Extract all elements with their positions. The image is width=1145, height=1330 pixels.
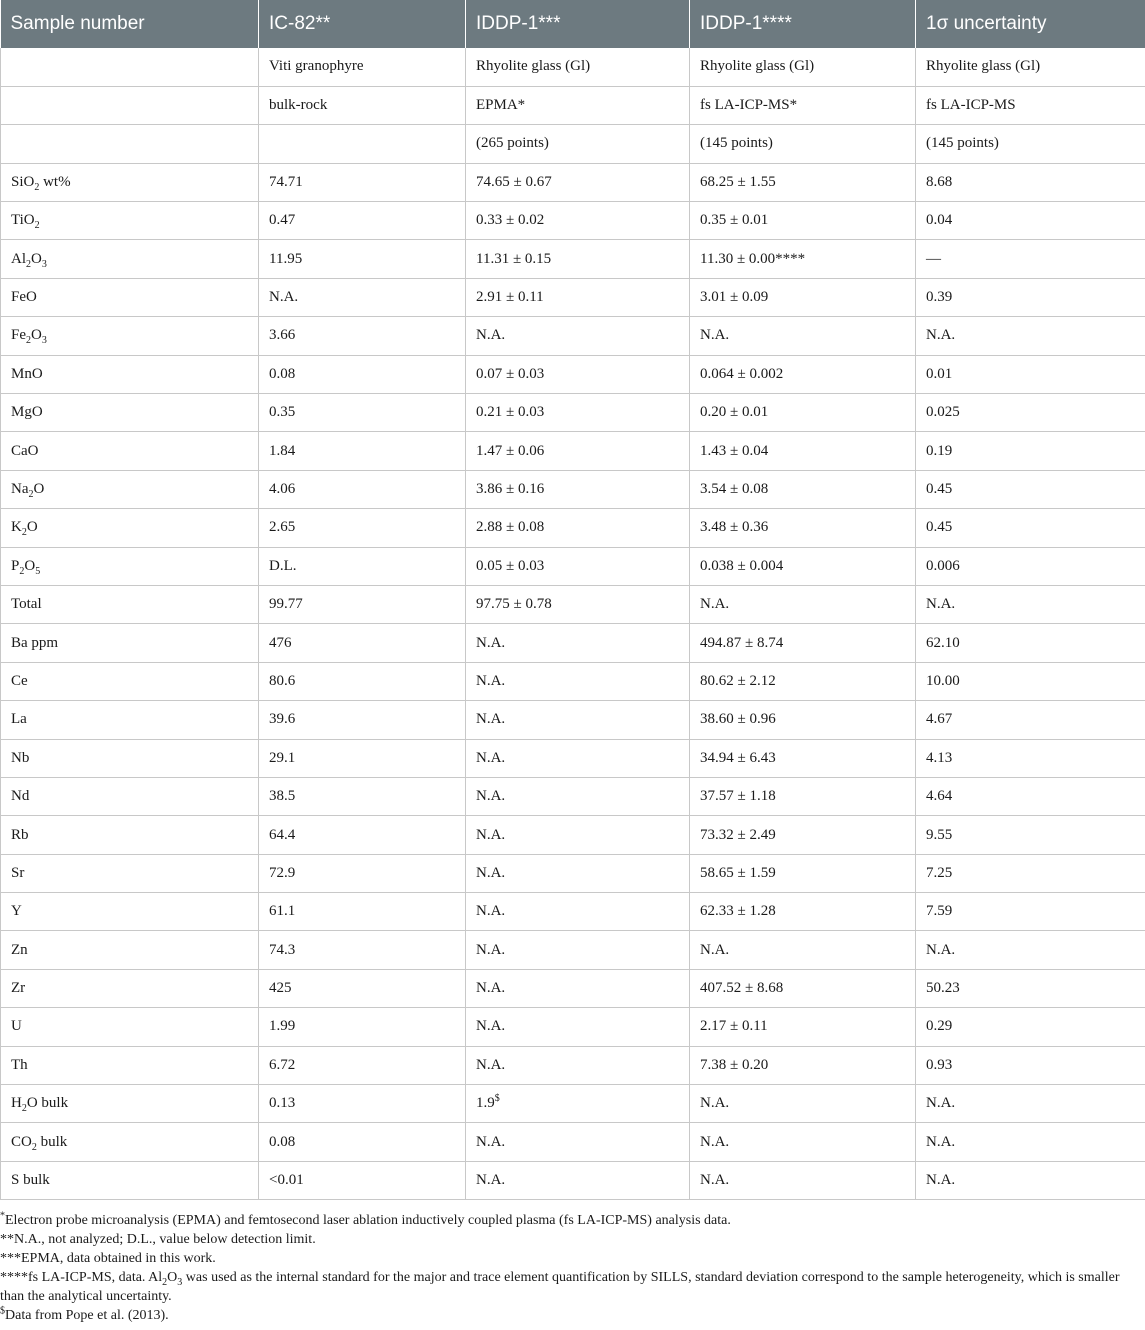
table-cell: 0.21 ± 0.03 xyxy=(466,394,690,432)
table-cell: 0.45 xyxy=(916,509,1145,547)
table-cell: — xyxy=(916,240,1145,278)
table-cell: N.A. xyxy=(466,739,690,777)
table-cell: N.A. xyxy=(466,662,690,700)
table-cell: 425 xyxy=(259,969,466,1007)
description-row xyxy=(1,125,1145,163)
row-label: $K_2O$ xyxy=(1,509,259,547)
row-label: $Al_2O_3$ xyxy=(1,240,259,278)
table-cell: 74.65 ± 0.67 xyxy=(466,163,690,201)
table-cell: 29.1 xyxy=(259,739,466,777)
table-cell: 0.45 xyxy=(916,470,1145,508)
table-cell: 74.3 xyxy=(259,931,466,969)
table-row xyxy=(1,777,1145,815)
table-cell: 0.07 ± 0.03 xyxy=(466,355,690,393)
table-cell: bulk-rock xyxy=(259,86,466,124)
table-cell: fs LA-ICP-MS* xyxy=(690,86,916,124)
row-label: FeO xyxy=(1,278,259,316)
table-cell: N.A. xyxy=(916,1085,1145,1123)
row-label: La xyxy=(1,701,259,739)
table-cell: N.A. xyxy=(916,317,1145,355)
table-row xyxy=(1,202,1145,240)
table-cell: N.A. xyxy=(690,931,916,969)
footnote-4: ****fs LA-ICP-MS, data. $Al_2O_3$ was used as the internal standard for the major and trace element quantification by SILLS, standard deviation correspond to the sample heterogeneity, which is smaller than the analytical uncertainty. xyxy=(0,1270,1120,1304)
description-row xyxy=(1,48,1145,86)
table-cell: (145 points) xyxy=(916,125,1145,163)
table-row xyxy=(1,585,1145,623)
table-cell: fs LA-ICP-MS xyxy=(916,86,1145,124)
table-cell: 0.038 ± 0.004 xyxy=(690,547,916,585)
header-uncertainty: 1σ uncertainty xyxy=(916,0,1145,48)
row-label: Nd xyxy=(1,777,259,815)
footnote-2: **N.A., not analyzed; D.L., value below detection limit. xyxy=(0,1232,316,1247)
table-cell: 0.025 xyxy=(916,394,1145,432)
table-cell: 0.13 xyxy=(259,1085,466,1123)
table-cell: EPMA* xyxy=(466,86,690,124)
row-label: $Fe_2O_3$ xyxy=(1,317,259,355)
table-cell: N.A. xyxy=(466,701,690,739)
table-row xyxy=(1,624,1145,662)
table-cell: 0.20 ± 0.01 xyxy=(690,394,916,432)
table-cell: 3.54 ± 0.08 xyxy=(690,470,916,508)
table-cell: 3.86 ± 0.16 xyxy=(466,470,690,508)
table-cell: N.A. xyxy=(466,1046,690,1084)
row-label: CaO xyxy=(1,432,259,470)
table-cell: 3.66 xyxy=(259,317,466,355)
header-row xyxy=(1,0,1145,48)
table-cell: N.A. xyxy=(466,1161,690,1199)
table-row xyxy=(1,1161,1145,1199)
table-cell: 74.71 xyxy=(259,163,466,201)
table-cell: 476 xyxy=(259,624,466,662)
table-cell: 1.84 xyxy=(259,432,466,470)
table-cell: 0.04 xyxy=(916,202,1145,240)
table-cell: 4.06 xyxy=(259,470,466,508)
table-cell: 58.65 ± 1.59 xyxy=(690,854,916,892)
table-cell: 0.39 xyxy=(916,278,1145,316)
header-iddp1-laicpms: IDDP-1**** xyxy=(690,0,916,48)
table-cell: N.A. xyxy=(466,816,690,854)
description-row xyxy=(1,86,1145,124)
footnote-1: *Electron probe microanalysis (EPMA) and femtosecond laser ablation inductively coupled plasma (fs LA-ICP-MS) analysis data. xyxy=(0,1210,731,1228)
footnote-3: ***EPMA, data obtained in this work. xyxy=(0,1251,216,1266)
table-cell: Rhyolite glass (Gl) xyxy=(916,48,1145,86)
table-cell: 11.31 ± 0.15 xyxy=(466,240,690,278)
table-cell: 3.48 ± 0.36 xyxy=(690,509,916,547)
row-label: Total xyxy=(1,585,259,623)
table-cell: 6.72 xyxy=(259,1046,466,1084)
table-cell: 72.9 xyxy=(259,854,466,892)
table-cell: 97.75 ± 0.78 xyxy=(466,585,690,623)
row-label: S bulk xyxy=(1,1161,259,1199)
table-cell: 4.13 xyxy=(916,739,1145,777)
table-cell: N.A. xyxy=(916,1161,1145,1199)
row-label xyxy=(1,48,259,86)
table-row xyxy=(1,1046,1145,1084)
table-cell: 62.33 ± 1.28 xyxy=(690,893,916,931)
table-cell: 9.55 xyxy=(916,816,1145,854)
row-label: MgO xyxy=(1,394,259,432)
footnotes xyxy=(0,1211,1125,1325)
row-label: Zn xyxy=(1,931,259,969)
table-cell: N.A. xyxy=(690,585,916,623)
table-cell: 2.88 ± 0.08 xyxy=(466,509,690,547)
table-cell: 0.064 ± 0.002 xyxy=(690,355,916,393)
footnote-5: $Data from Pope et al. (2013). xyxy=(0,1305,169,1323)
table-cell: 10.00 xyxy=(916,662,1145,700)
table-cell: 0.05 ± 0.03 xyxy=(466,547,690,585)
table-cell: N.A. xyxy=(466,854,690,892)
table-row xyxy=(1,355,1145,393)
table-cell: 0.93 xyxy=(916,1046,1145,1084)
header-sample-number: Sample number xyxy=(1,0,259,48)
row-label: Rb xyxy=(1,816,259,854)
table-cell: 80.6 xyxy=(259,662,466,700)
table-cell: 1.9$ xyxy=(466,1085,690,1123)
table-cell: 1.43 ± 0.04 xyxy=(690,432,916,470)
table-cell: N.A. xyxy=(916,1123,1145,1161)
header-iddp1-epma: IDDP-1*** xyxy=(466,0,690,48)
table-cell: Rhyolite glass (Gl) xyxy=(466,48,690,86)
table-cell: 11.95 xyxy=(259,240,466,278)
table-cell: N.A. xyxy=(466,1008,690,1046)
table-body xyxy=(1,48,1145,1200)
table-cell: N.A. xyxy=(916,931,1145,969)
table-cell: 62.10 xyxy=(916,624,1145,662)
table-cell: 2.17 ± 0.11 xyxy=(690,1008,916,1046)
table-cell: 7.38 ± 0.20 xyxy=(690,1046,916,1084)
table-cell: D.L. xyxy=(259,547,466,585)
table-row xyxy=(1,470,1145,508)
row-label: $Na_2O$ xyxy=(1,470,259,508)
table-cell: <0.01 xyxy=(259,1161,466,1199)
table-cell: 38.60 ± 0.96 xyxy=(690,701,916,739)
table-cell: N.A. xyxy=(466,777,690,815)
row-label xyxy=(1,86,259,124)
table-cell: (145 points) xyxy=(690,125,916,163)
row-label: Nb xyxy=(1,739,259,777)
table-cell: 11.30 ± 0.00**** xyxy=(690,240,916,278)
table-cell: 0.01 xyxy=(916,355,1145,393)
table-cell: N.A. xyxy=(466,893,690,931)
table-row xyxy=(1,1085,1145,1123)
table-cell: 494.87 ± 8.74 xyxy=(690,624,916,662)
row-label: Th xyxy=(1,1046,259,1084)
row-label: Y xyxy=(1,893,259,931)
table-cell: 0.006 xyxy=(916,547,1145,585)
header-ic82: IC-82** xyxy=(259,0,466,48)
table-cell: 0.08 xyxy=(259,1123,466,1161)
table-row xyxy=(1,240,1145,278)
row-label: Zr xyxy=(1,969,259,1007)
table-cell: N.A. xyxy=(259,278,466,316)
row-label xyxy=(1,125,259,163)
table-cell: N.A. xyxy=(466,624,690,662)
table-row xyxy=(1,1008,1145,1046)
table-row xyxy=(1,394,1145,432)
table-cell: 64.4 xyxy=(259,816,466,854)
table-row xyxy=(1,893,1145,931)
table-cell: 61.1 xyxy=(259,893,466,931)
table-cell: 2.65 xyxy=(259,509,466,547)
table-row xyxy=(1,1123,1145,1161)
table-cell: 0.33 ± 0.02 xyxy=(466,202,690,240)
table-cell: 7.25 xyxy=(916,854,1145,892)
table-cell: 4.67 xyxy=(916,701,1145,739)
table-cell: N.A. xyxy=(690,1085,916,1123)
table-cell: 80.62 ± 2.12 xyxy=(690,662,916,700)
table-cell: 407.52 ± 8.68 xyxy=(690,969,916,1007)
row-label: Ce xyxy=(1,662,259,700)
table-cell xyxy=(259,125,466,163)
table-cell: 0.35 ± 0.01 xyxy=(690,202,916,240)
table-cell: N.A. xyxy=(690,317,916,355)
table-cell: 68.25 ± 1.55 xyxy=(690,163,916,201)
table-cell: Rhyolite glass (Gl) xyxy=(690,48,916,86)
row-label: $H_2O$ bulk xyxy=(1,1085,259,1123)
table-cell: 0.29 xyxy=(916,1008,1145,1046)
table-cell: 8.68 xyxy=(916,163,1145,201)
table-cell: N.A. xyxy=(916,585,1145,623)
table-cell: 73.32 ± 2.49 xyxy=(690,816,916,854)
table-cell: 0.08 xyxy=(259,355,466,393)
table-row xyxy=(1,317,1145,355)
table-cell: N.A. xyxy=(466,317,690,355)
table-row xyxy=(1,816,1145,854)
table-row xyxy=(1,432,1145,470)
table-cell: 34.94 ± 6.43 xyxy=(690,739,916,777)
table-row xyxy=(1,547,1145,585)
table-cell: 0.47 xyxy=(259,202,466,240)
table-cell: 0.19 xyxy=(916,432,1145,470)
table-cell: N.A. xyxy=(466,931,690,969)
table-row xyxy=(1,509,1145,547)
table-cell: 39.6 xyxy=(259,701,466,739)
table-row xyxy=(1,739,1145,777)
table-cell: N.A. xyxy=(690,1123,916,1161)
row-label: Ba ppm xyxy=(1,624,259,662)
table-cell: 99.77 xyxy=(259,585,466,623)
table-cell: 7.59 xyxy=(916,893,1145,931)
row-label: $P_2O_5$ xyxy=(1,547,259,585)
row-label: Sr xyxy=(1,854,259,892)
row-label: TiO$_2$ xyxy=(1,202,259,240)
table-row xyxy=(1,163,1145,201)
table-row xyxy=(1,854,1145,892)
table-row xyxy=(1,662,1145,700)
table-cell: 37.57 ± 1.18 xyxy=(690,777,916,815)
table-cell: 1.99 xyxy=(259,1008,466,1046)
row-label: SiO$_2$ wt% xyxy=(1,163,259,201)
table-row xyxy=(1,931,1145,969)
table-cell: N.A. xyxy=(466,1123,690,1161)
table-cell: 1.47 ± 0.06 xyxy=(466,432,690,470)
table-cell: 38.5 xyxy=(259,777,466,815)
row-label: U xyxy=(1,1008,259,1046)
table-row xyxy=(1,701,1145,739)
table-row xyxy=(1,278,1145,316)
table-cell: Viti granophyre xyxy=(259,48,466,86)
table-cell: 0.35 xyxy=(259,394,466,432)
table-cell: 50.23 xyxy=(916,969,1145,1007)
table-cell: 3.01 ± 0.09 xyxy=(690,278,916,316)
table-cell: 2.91 ± 0.11 xyxy=(466,278,690,316)
row-label: $CO_2$ bulk xyxy=(1,1123,259,1161)
table-cell: N.A. xyxy=(690,1161,916,1199)
table-cell: (265 points) xyxy=(466,125,690,163)
table-row xyxy=(1,969,1145,1007)
table-cell: N.A. xyxy=(466,969,690,1007)
table-cell: 4.64 xyxy=(916,777,1145,815)
row-label: MnO xyxy=(1,355,259,393)
